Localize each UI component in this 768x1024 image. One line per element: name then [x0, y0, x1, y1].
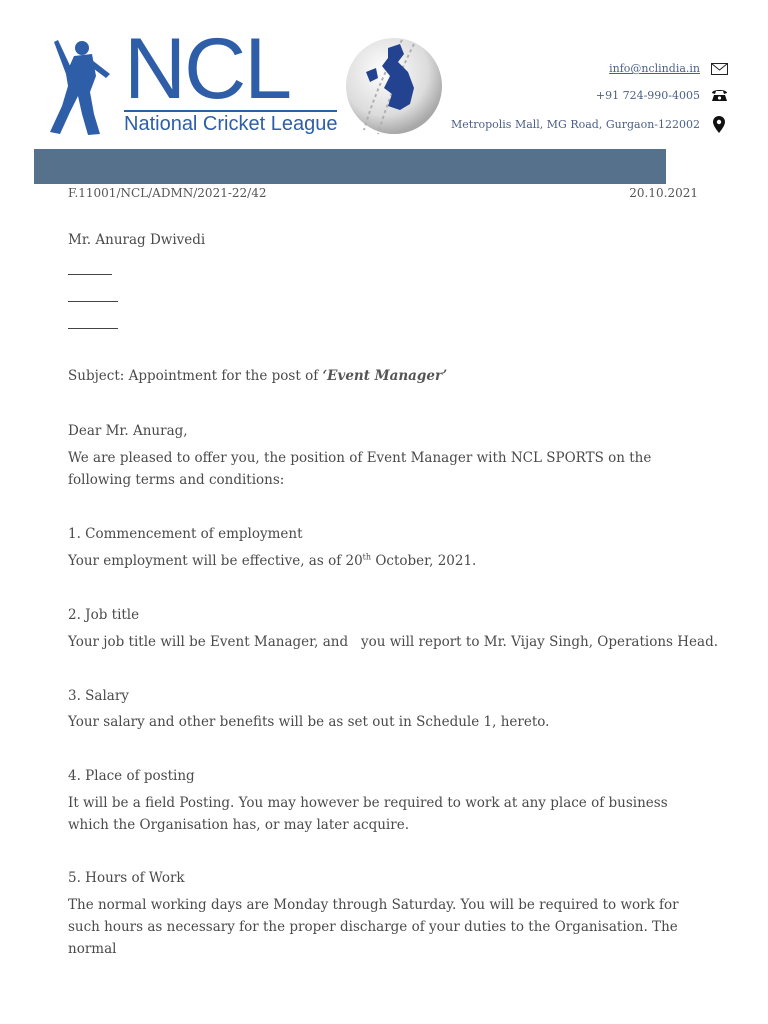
batsman-logo-icon	[44, 34, 122, 138]
logo-subtitle: National Cricket League	[124, 110, 337, 136]
letter-date: 20.10.2021	[629, 186, 698, 200]
intro-paragraph: We are pleased to offer you, the position of Event Manager with NCL SPORTS on the following terms and conditions:	[68, 450, 652, 488]
address-blank-line	[68, 274, 112, 275]
section-body: It will be a field Posting. You may however be required to work at any place of business which the Organisation has, or may later acquire.	[68, 795, 668, 833]
reference-number: F.11001/NCL/ADMN/2021-22/42	[68, 186, 267, 200]
section-body: The normal working days are Monday through Saturday. You will be required to work for such hours as necessary for the proper discharge of your duties to the Organisation. The normal	[68, 897, 679, 957]
contact-phone-row	[596, 88, 730, 102]
section-heading: 1. Commencement of employment	[68, 526, 303, 542]
contact-email-link[interactable]: info@nclindia.in	[609, 62, 700, 75]
salutation: Dear Mr. Anurag,	[68, 423, 188, 439]
address-blank-line	[68, 328, 118, 329]
address-blank-line	[68, 301, 118, 302]
subject-line	[68, 365, 698, 387]
section-body-text: October, 2021.	[371, 553, 477, 569]
subject-post: ‘Event Manager’	[322, 368, 448, 384]
section-heading: 3. Salary	[68, 688, 129, 704]
section-heading: 4. Place of posting	[68, 768, 195, 784]
cricket-ball-map-icon	[344, 32, 444, 138]
section-heading: 2. Job title	[68, 607, 140, 623]
recipient-name: Mr. Anurag Dwivedi	[68, 232, 206, 248]
section-heading: 5. Hours of Work	[68, 870, 185, 886]
contact-phone: +91 724-990-4005	[595, 88, 700, 102]
telephone-icon	[708, 88, 730, 102]
envelope-icon	[708, 63, 730, 75]
contact-address-row	[451, 116, 730, 133]
section-body-text: Your employment will be effective, as of 20	[68, 553, 363, 569]
logo-wordmark: NCL	[124, 21, 291, 117]
section-body	[68, 550, 698, 572]
contact-email-row	[609, 62, 730, 75]
subject-prefix: Subject: Appointment for the post of	[68, 368, 323, 384]
header-band	[34, 149, 666, 184]
section-body: Your salary and other benefits will be as set out in Schedule 1, hereto.	[68, 714, 550, 730]
ncl-logo	[44, 21, 444, 142]
section-body: Your job title will be Event Manager, and you will report to Mr. Vijay Singh, Operations Head.	[68, 634, 719, 650]
location-pin-icon	[708, 116, 730, 133]
contact-address: Metropolis Mall, MG Road, Gurgaon-122002	[451, 118, 700, 131]
ordinal-suffix: th	[362, 552, 372, 562]
